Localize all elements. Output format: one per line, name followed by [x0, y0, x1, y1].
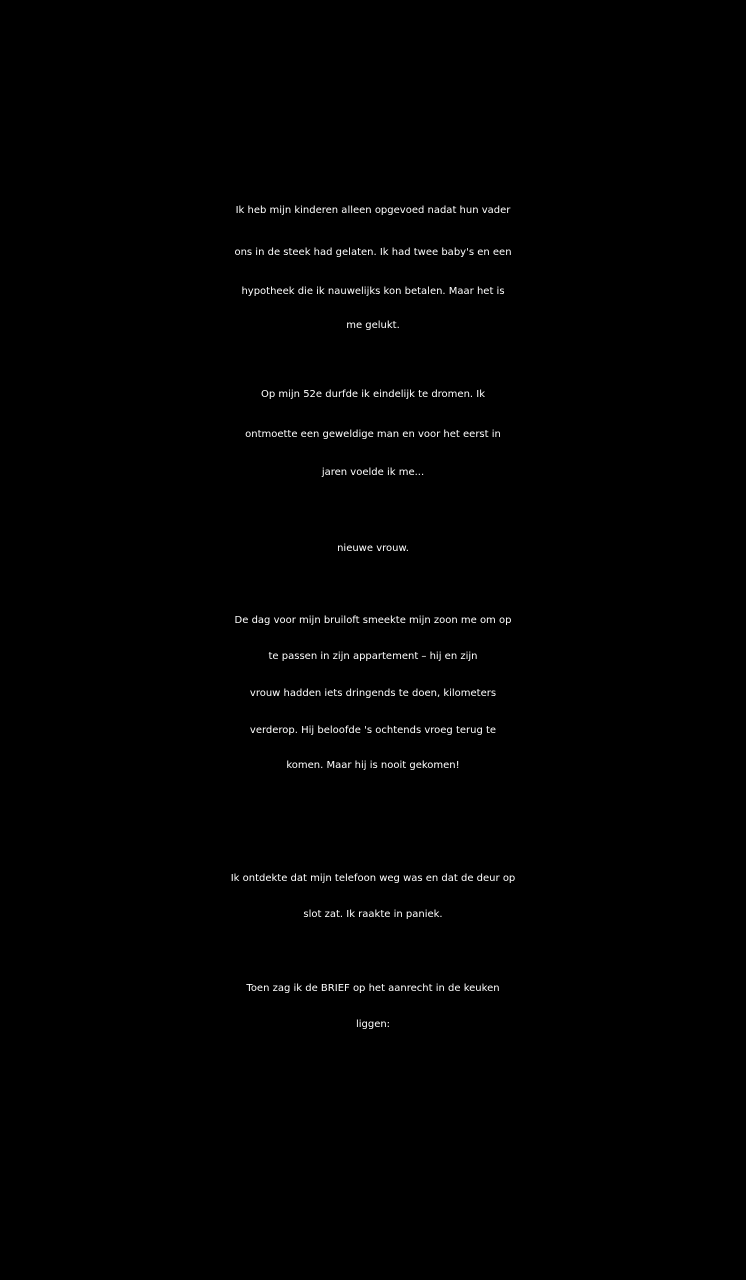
- text-line: vrouw hadden iets dringends te doen, kilometers: [249, 688, 497, 699]
- text-line: me gelukt.: [346, 320, 400, 331]
- text-line: hypotheek die ik nauwelijks kon betalen. Maar het is: [241, 286, 505, 297]
- text-line: ontmoette een geweldige man en voor het eerst in: [245, 429, 501, 440]
- text-line: Ik heb mijn kinderen alleen opgevoed nadat hun vader: [235, 205, 511, 216]
- text-line: jaren voelde ik me...: [321, 467, 425, 478]
- text-line: Op mijn 52e durfde ik eindelijk te dromen. Ik: [260, 389, 486, 400]
- text-line: De dag voor mijn bruiloft smeekte mijn zoon me om op: [234, 615, 512, 626]
- text-line: ons in de steek had gelaten. Ik had twee baby's en een: [234, 247, 512, 258]
- text-line: Ik ontdekte dat mijn telefoon weg was en dat de deur op: [230, 873, 516, 884]
- text-line: slot zat. Ik raakte in paniek.: [303, 909, 443, 920]
- text-line: nieuwe vrouw.: [337, 543, 409, 554]
- text-line: te passen in zijn appartement – hij en zijn: [268, 651, 478, 662]
- text-line: Toen zag ik de BRIEF op het aanrecht in de keuken: [246, 983, 500, 994]
- text-line: komen. Maar hij is nooit gekomen!: [286, 760, 460, 771]
- text-line: verderop. Hij beloofde 's ochtends vroeg terug te: [249, 725, 497, 736]
- text-line: liggen:: [355, 1019, 391, 1030]
